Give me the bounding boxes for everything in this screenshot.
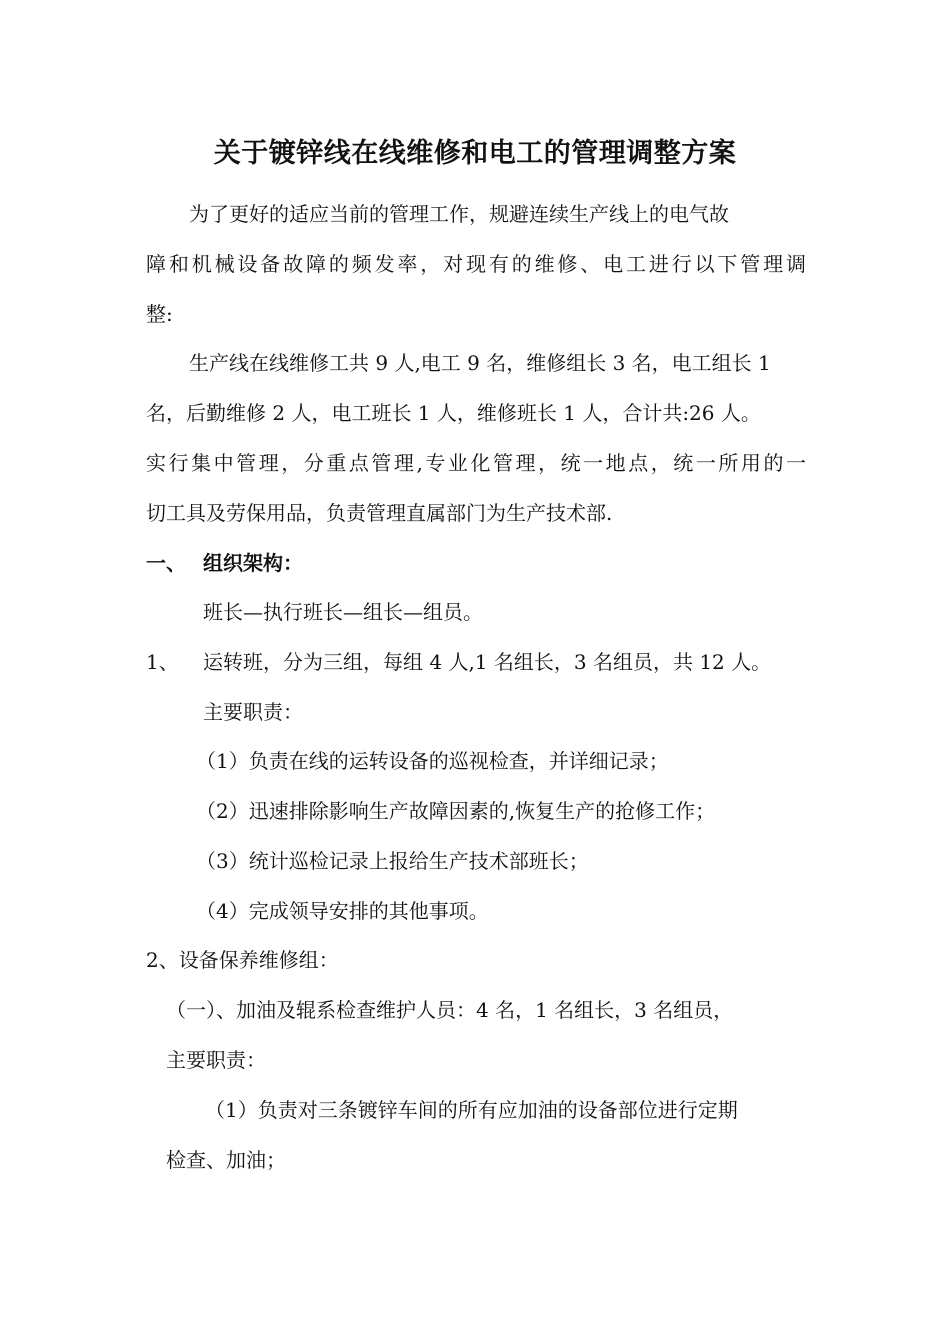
item-2-duty-1-line-1: （1）负责对三条镀锌车间的所有应加油的设备部位进行定期 (205, 1098, 738, 1122)
document-title: 关于镀锌线在线维修和电工的管理调整方案 (213, 138, 737, 169)
section-1-heading: 组织架构： (203, 551, 303, 575)
item-2-duty-1-line-2: 检查、加油； (166, 1148, 286, 1172)
intro-line-3: 整: (146, 302, 173, 326)
item-2-sub-1-line-1: （一）、加油及辊系检查维护人员：4 名，1 名组长，3 名组员， (166, 998, 734, 1022)
item-2-heading: 2、设备保养维修组： (146, 948, 339, 972)
staffing-line-3: 实行集中管理，分重点管理,专业化管理，统一地点，统一所用的一 (146, 451, 806, 475)
intro-line-2: 障和机械设备故障的频发率，对现有的维修、电工进行以下管理调 (146, 252, 806, 276)
item-2-sub-1-line-2: 主要职责： (166, 1048, 266, 1072)
duty-item: （2）迅速排除影响生产故障因素的,恢复生产的抢修工作； (196, 799, 716, 823)
duty-item: （1）负责在线的运转设备的巡视检查，并详细记录； (196, 749, 669, 773)
staffing-line-2: 名，后勤维修 2 人，电工班长 1 人，维修班长 1 人，合计共:26 人。 (146, 401, 761, 425)
duty-item: （4）完成领导安排的其他事项。 (196, 899, 489, 923)
item-1-number: 1、 (146, 650, 179, 674)
org-hierarchy: 班长—执行班长—组长—组员。 (203, 600, 483, 624)
item-1-duties-label: 主要职责： (203, 700, 303, 724)
staffing-line-1: 生产线在线维修工共 9 人,电工 9 名，维修组长 3 名，电工组长 1 (189, 351, 771, 375)
intro-line-1: 为了更好的适应当前的管理工作，规避连续生产线上的电气故 (189, 202, 729, 226)
staffing-line-4: 切工具及劳保用品，负责管理直属部门为生产技术部. (146, 501, 613, 525)
section-1-number: 一、 (146, 551, 186, 575)
item-1-text: 运转班，分为三组，每组 4 人,1 名组长，3 名组员，共 12 人。 (203, 650, 772, 674)
duty-item: （3）统计巡检记录上报给生产技术部班长； (196, 849, 589, 873)
